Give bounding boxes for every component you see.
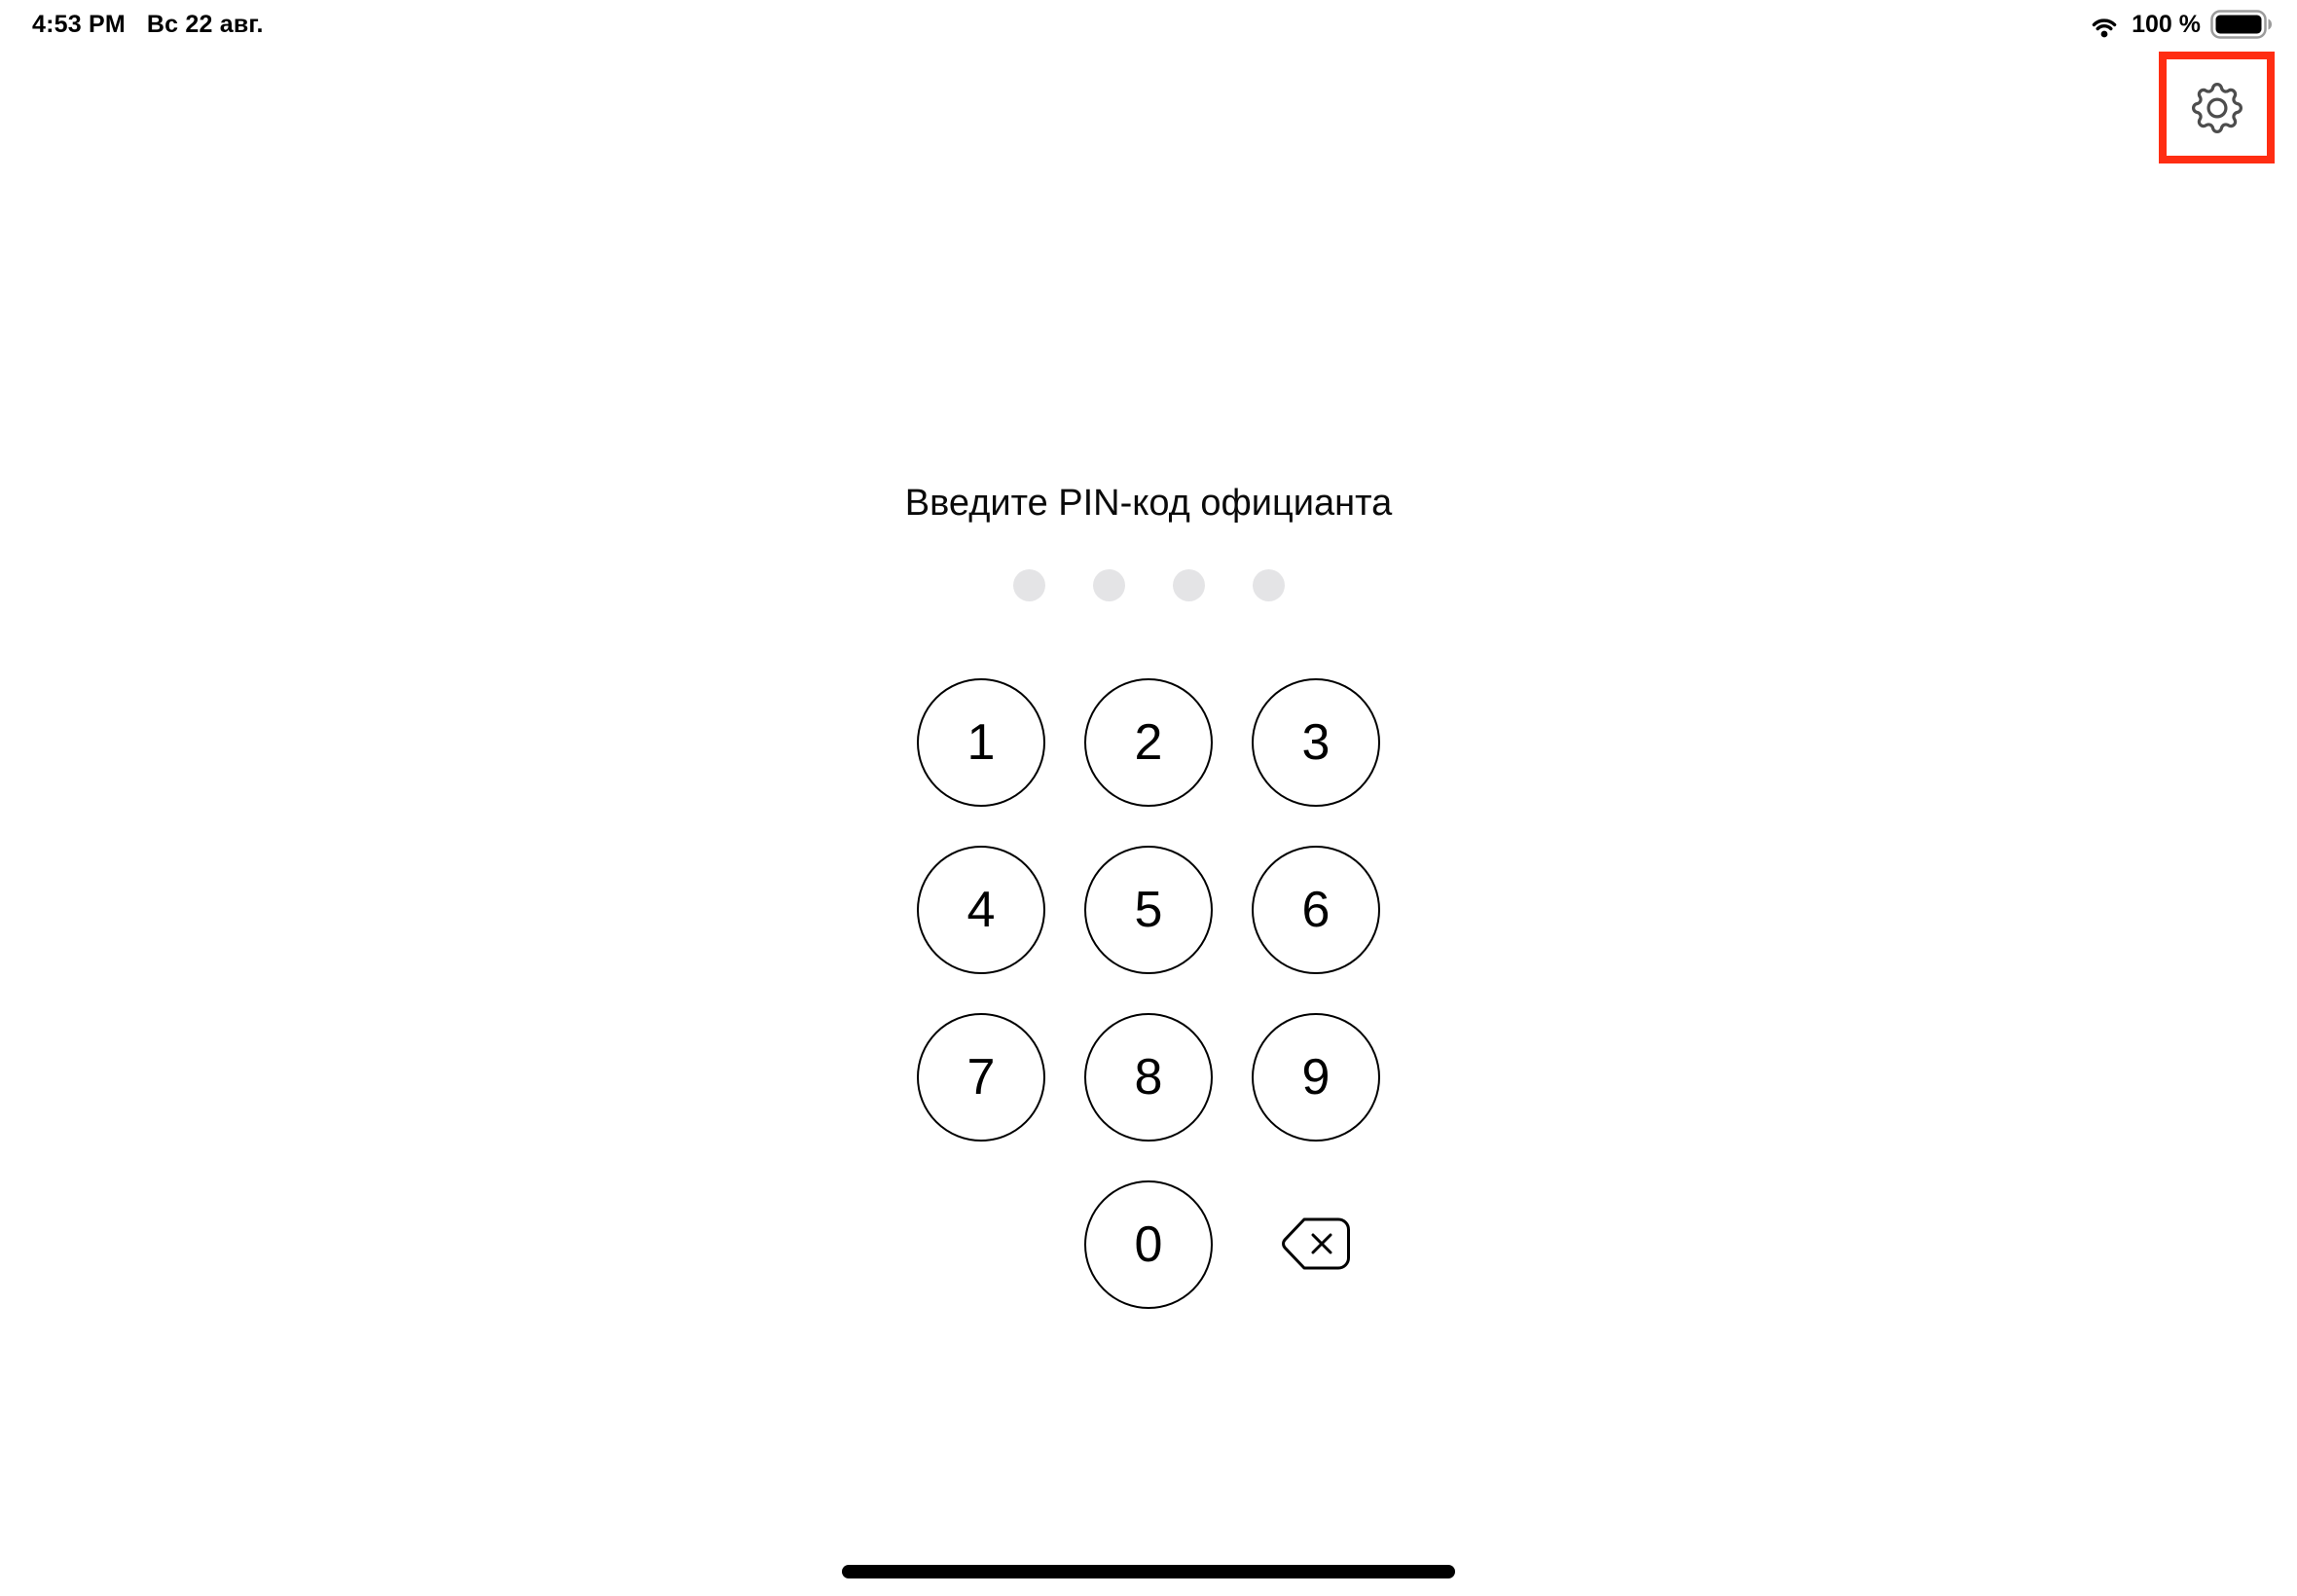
keypad-key-3[interactable]: 3 [1252,678,1380,807]
keypad [917,678,1380,1309]
keypad-key-2[interactable]: 2 [1084,678,1213,807]
settings-highlight-box [2159,52,2275,163]
status-bar-right [2087,0,2272,49]
keypad-key-6[interactable]: 6 [1252,846,1380,974]
status-bar-left [32,0,264,49]
battery-percent: 100 % [2132,10,2201,38]
backspace-key[interactable] [1252,1180,1380,1309]
home-indicator[interactable] [842,1565,1455,1578]
wifi-icon [2087,12,2122,38]
keypad-key-5[interactable]: 5 [1084,846,1213,974]
pin-dot [1253,569,1285,601]
pin-dot [1173,569,1205,601]
keypad-key-4[interactable]: 4 [917,846,1045,974]
keypad-key-0[interactable]: 0 [1084,1180,1213,1309]
gear-icon [2192,83,2242,133]
pin-dots [0,569,2297,601]
pin-title: Введите PIN-код официанта [904,483,1393,524]
keypad-key-1[interactable]: 1 [917,678,1045,807]
keypad-key-9[interactable]: 9 [1252,1013,1380,1142]
status-time: 4:53 PM [32,10,126,38]
pin-dot [1013,569,1045,601]
keypad-spacer [917,1180,1045,1309]
keypad-key-7[interactable]: 7 [917,1013,1045,1142]
pin-dot [1093,569,1125,601]
keypad-key-8[interactable]: 8 [1084,1013,1213,1142]
backspace-icon [1279,1215,1353,1275]
battery-full-icon [2210,10,2272,39]
settings-button[interactable] [2188,79,2246,137]
status-date: Вс 22 авг. [146,10,264,38]
